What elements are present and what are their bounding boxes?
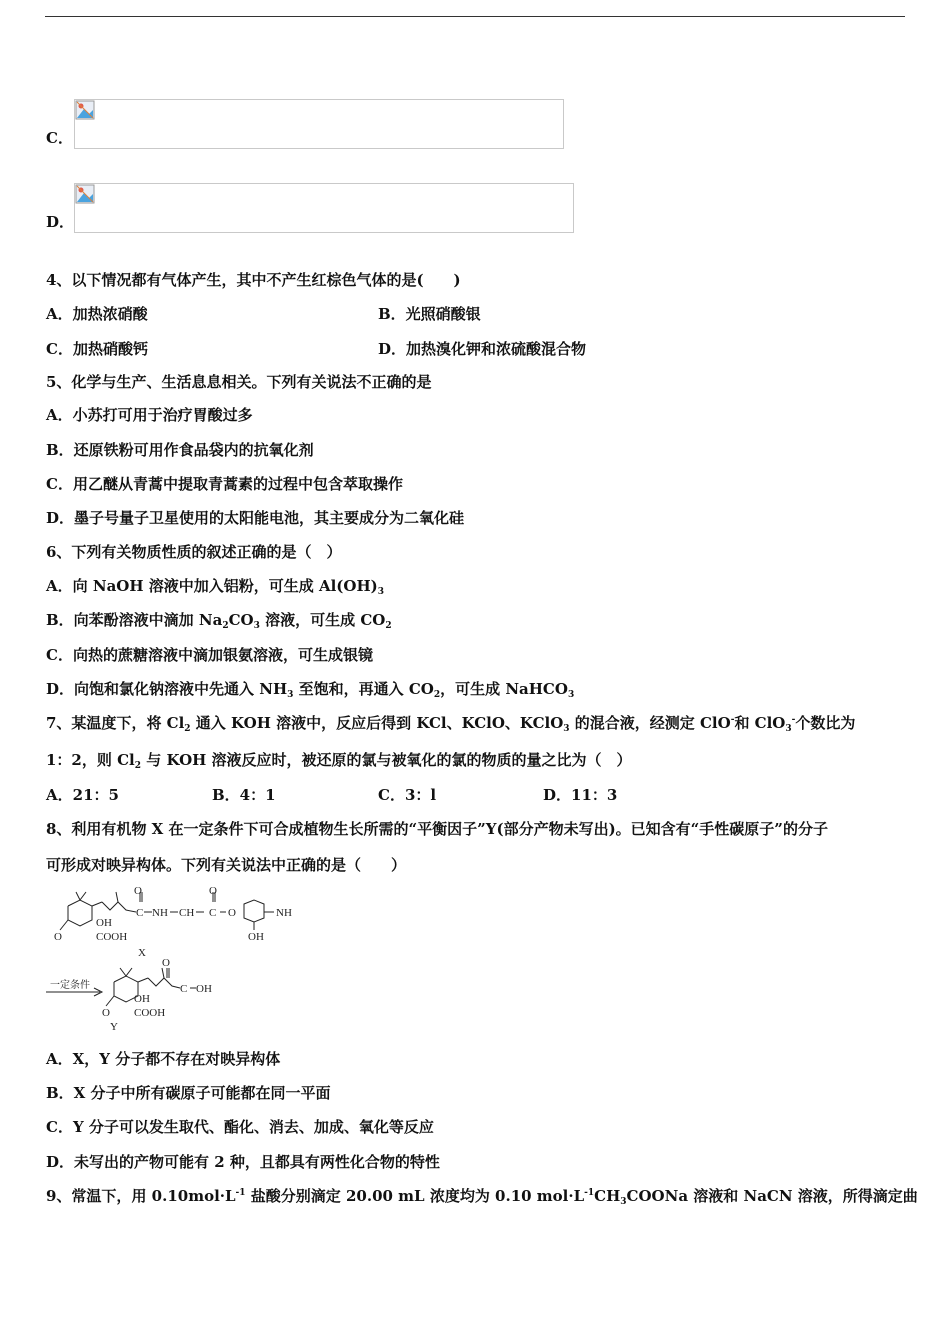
q5-option-d: D．墨子号量子卫星使用的太阳能电池，其主要成分为二氧化硅 (46, 509, 465, 527)
q4-stem: 4、以下情况都有气体产生，其中不产生红棕色气体的是( ) (46, 271, 461, 289)
q6-option-d: D．向饱和氯化钠溶液中先通入 $NH_3$ 至饱和，再通入 $CO_2$，可生成 NaHCO$_3$ (46, 680, 575, 700)
x-ester-o: O (209, 885, 217, 897)
x-cooh-label: COOH (96, 931, 128, 943)
broken-image-icon (75, 100, 95, 120)
q8-reaction-figure (44, 884, 314, 1034)
q7-stem-line1: 7、某温度下，将 $Cl_2$ 通入 KOH 溶液中，反应后得到 KCl、KClO、KClO$_3$ 的混合液，经测定 ClO-和 ClO$_3$-个数比为 (46, 714, 856, 734)
arrow-condition-label: 一定条件 (50, 980, 90, 991)
y-oh-ring: OH (134, 993, 150, 1005)
q9-stem-line1: 9、常温下，用 $0.10mol\cdot L^{-1}$ 盐酸分别滴定 20.00 mL 浓度均为 0.10 $mol\cdot L^{-1}CH_3COONa$ 溶液和 NaCN 溶液，所得滴定曲 (46, 1187, 918, 1207)
x-ch2-label: CH (179, 907, 195, 919)
x-nh2-label: NH (276, 907, 292, 919)
q6-option-b: B．向苯酚溶液中滴加 $Na_2CO_3$ 溶液，可生成 $CO_2$ (46, 611, 392, 631)
q7-stem-line2: 1：2，则 $Cl_2$ 与 KOH 溶液反应时，被还原的氯与被氧化的氯的物质的量之比为（ ） (46, 751, 632, 771)
y-c-label: C (180, 983, 188, 995)
q7-option-a: A．21：5 (46, 786, 119, 804)
q6-option-c: C．向热的蔗糖溶液中滴加银氨溶液，可生成银镜 (46, 646, 373, 664)
q6-option-a: A．向 NaOH 溶液中加入铝粉，可生成 $Al(OH)_3$ (46, 577, 385, 597)
y-oh-label: OH (196, 983, 212, 995)
q4-option-b: B．光照硝酸银 (378, 305, 481, 323)
q3-option-d-label: D． (46, 213, 75, 231)
x-oh-ring: OH (96, 917, 112, 929)
q4-option-d: D．加热溴化钾和浓硫酸混合物 (378, 340, 587, 358)
x-oh-label: OH (248, 931, 264, 943)
q5-option-b: B．还原铁粉可用作食品袋内的抗氧化剂 (46, 441, 314, 459)
q8-option-d: D．未写出的产物可能有 2 种，且都具有两性化合物的特性 (46, 1153, 440, 1171)
q5-option-c: C．用乙醚从青蒿中提取青蒿素的过程中包含萃取操作 (46, 475, 403, 493)
q4-option-a: A．加热浓硝酸 (46, 305, 148, 323)
q7-option-c: C．3：l (378, 786, 437, 804)
q3-option-c-label: C． (46, 129, 73, 147)
q3-option-c-image (74, 99, 564, 149)
x-label: X (138, 947, 146, 959)
q3-option-d-image (74, 183, 574, 233)
q4-option-c: C．加热硝酸钙 (46, 340, 148, 358)
x-ester-c: C (209, 907, 217, 919)
q8-option-a: A．X，Y 分子都不存在对映异构体 (46, 1050, 281, 1068)
x-ester-o2: O (228, 907, 236, 919)
q8-stem-line1: 8、利用有机物 X 在一定条件下可合成植物生长所需的“平衡因子”Y(部分产物未写出)。已知含有“手性碳原子”的分子 (46, 820, 828, 838)
x-carbonyl-o: O (134, 885, 142, 897)
y-ring-o: O (102, 1007, 110, 1019)
q8-option-b: B．X 分子中所有碳原子可能都在同一平面 (46, 1084, 331, 1102)
y-label: Y (110, 1021, 118, 1033)
x-amide-c: C (136, 907, 144, 919)
broken-image-icon (75, 184, 95, 204)
q7-option-d: D．11：3 (543, 786, 618, 804)
q8-stem-line2: 可形成对映异构体。下列有关说法中正确的是（ ） (46, 856, 407, 874)
q6-stem: 6、下列有关物质性质的叙述正确的是（ ） (46, 543, 342, 561)
q7-option-b: B．4：1 (212, 786, 276, 804)
y-carbonyl-o: O (162, 957, 170, 969)
q5-option-a: A．小苏打可用于治疗胃酸过多 (46, 406, 253, 424)
q5-stem: 5、化学与生产、生活息息相关。下列有关说法不正确的是 (46, 373, 432, 391)
q8-option-c: C．Y 分子可以发生取代、酯化、消去、加成、氧化等反应 (46, 1118, 434, 1136)
x-ring-o: O (54, 931, 62, 943)
x-nh-label: NH (152, 907, 168, 919)
header-rule (45, 16, 905, 17)
y-cooh-label: COOH (134, 1007, 166, 1019)
